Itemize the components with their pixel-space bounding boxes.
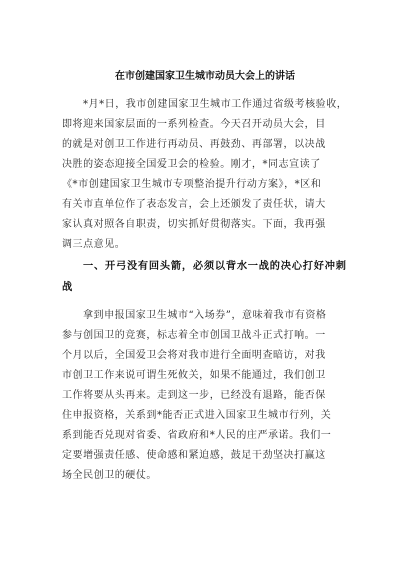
paragraph-line: 系到能否兑现对省委、省政府和*人民的庄严承诺。我们一 [62, 430, 332, 441]
document-title: 在市创建国家卫生城市动员大会上的讲话 [115, 71, 295, 82]
paragraph-line: 市创卫工作来说可谓生死攸关，如果不能通过，我们创卫 [62, 370, 326, 381]
paragraph-line: 参与创国卫的竞赛，标志着全市创国卫战斗正式打响。一 [62, 330, 326, 341]
paragraph-line: 工作将要从头再来。走到这一步，已经没有退路，能否保 [62, 390, 326, 401]
paragraph-line: 住申报资格，关系到*能否正式进入国家卫生城市行列，关 [62, 410, 332, 421]
paragraph-line: 拿到申报国家卫生城市“入场券”，意味着我市有资格 [83, 310, 327, 321]
paragraph-line: 即将迎来国家层面的一系列检查。今天召开动员大会，目 [62, 119, 326, 130]
paragraph-line: *月*日，我市创建国家卫生城市工作通过省级考核验收， [83, 99, 348, 110]
paragraph-line: 调三点意见。 [62, 239, 126, 250]
section-heading-continued: 战 [62, 282, 73, 293]
paragraph-line: 有关市直单位作了表态发言，会上还颁发了责任状，请大 [62, 199, 326, 210]
paragraph-line: 《*市创建国家卫生城市专项整治提升行动方案》，*区和 [62, 179, 322, 190]
paragraph-line: 定要增强责任感、使命感和紧迫感，鼓足干劲坚决打赢这 [62, 450, 326, 461]
paragraph-line: 的就是对创卫工作进行再动员、再鼓劲、再部署，以决战 [62, 139, 326, 150]
section-heading: 一、开弓没有回头箭，必须以背水一战的决心打好冲刺 [83, 261, 347, 272]
paragraph-line: 个月以后，全国爱卫会将对我市进行全面明查暗访，对我 [62, 350, 326, 361]
paragraph-line: 家认真对照各自职责，切实抓好贯彻落实。下面，我再强 [62, 219, 326, 230]
paragraph-line: 场全民创卫的硬仗。 [62, 470, 157, 481]
paragraph-line: 决胜的姿态迎接全国爱卫会的检验。刚才，*同志宣读了 [62, 159, 321, 170]
